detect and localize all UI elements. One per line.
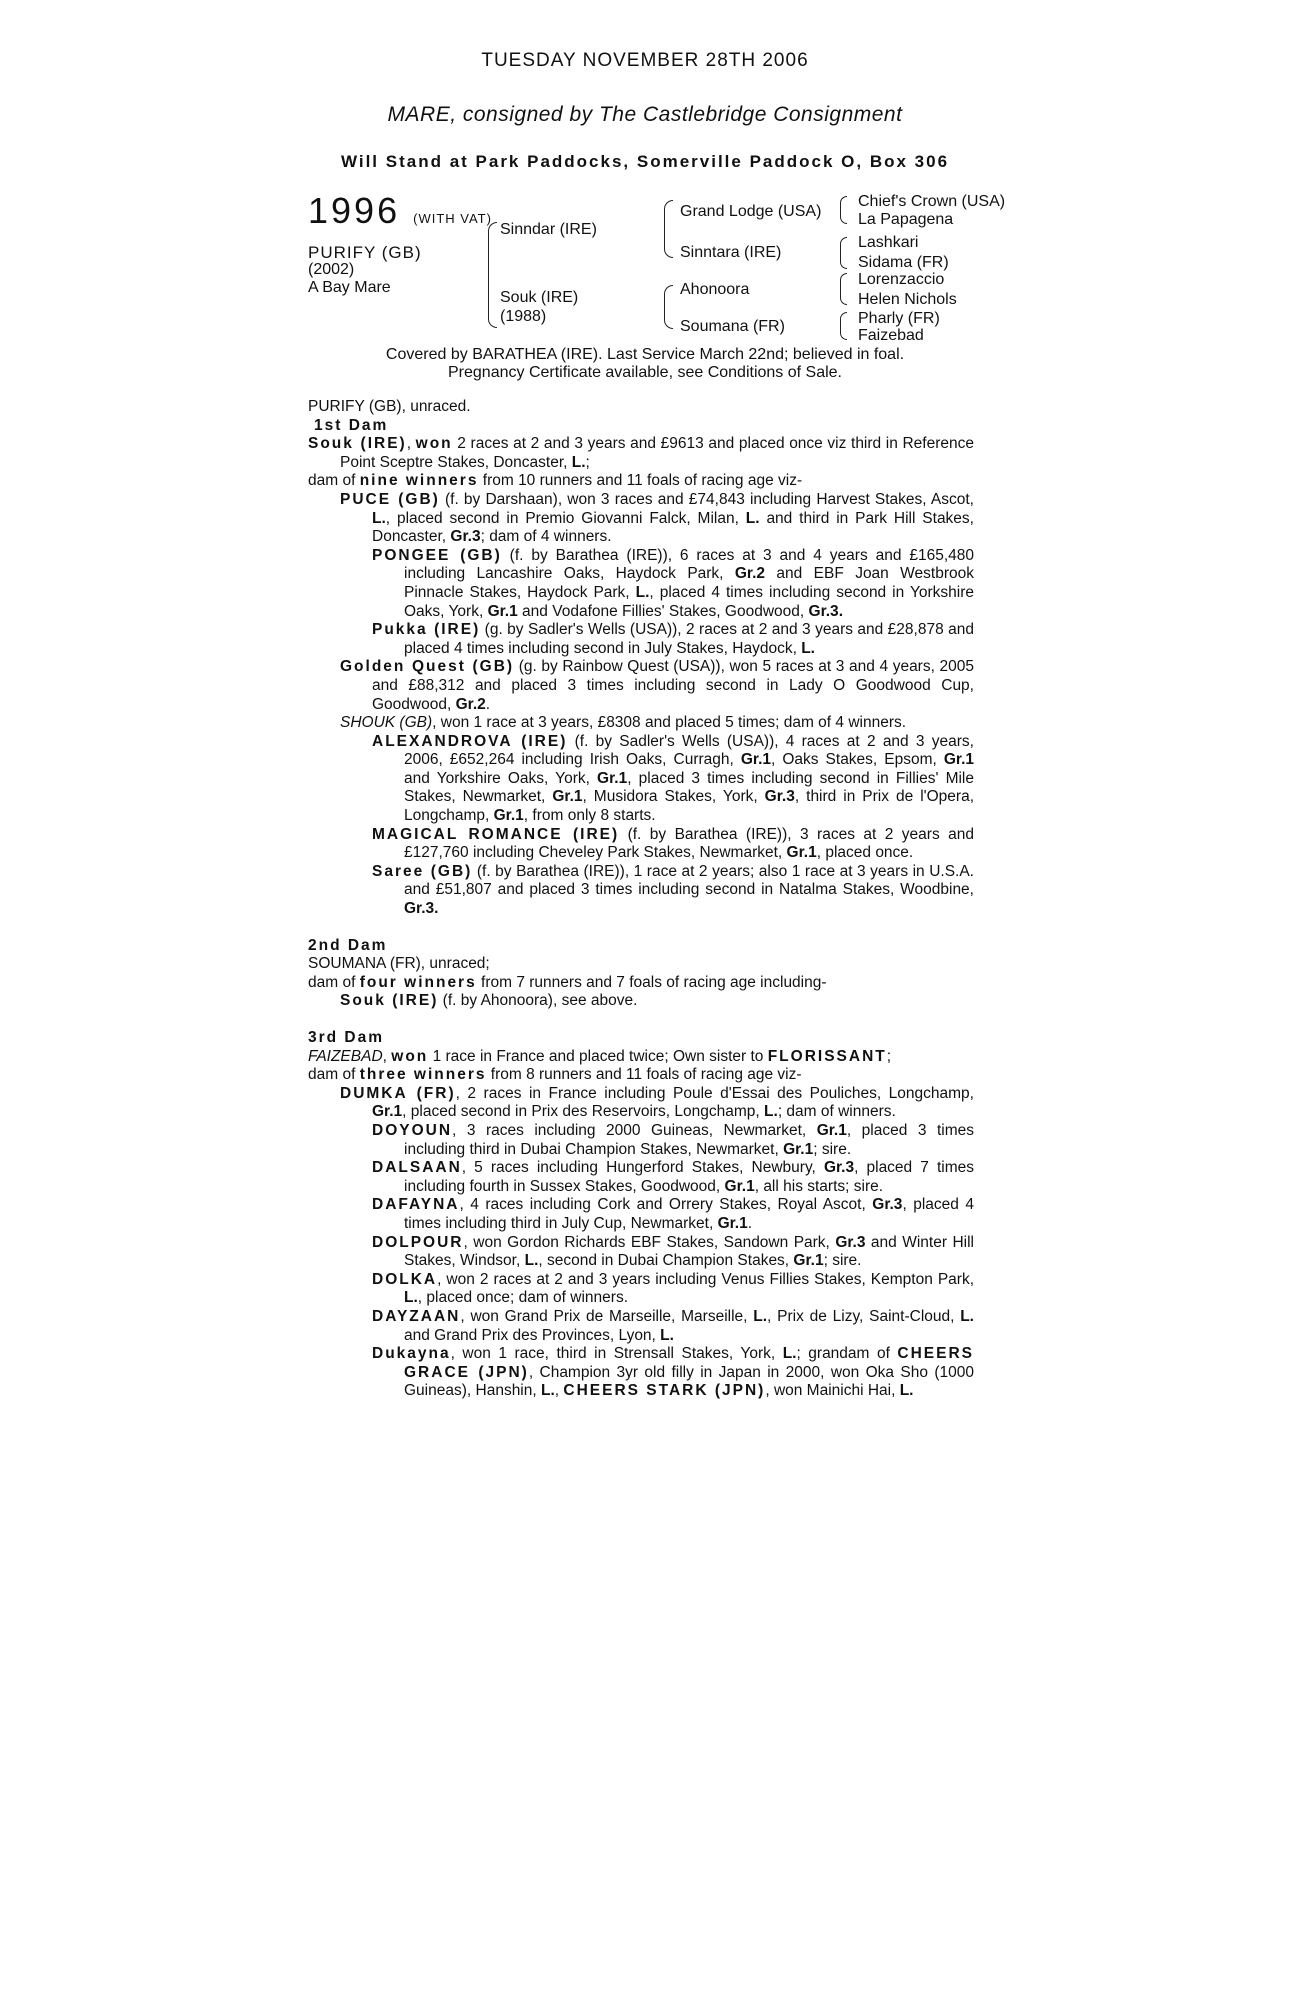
- pedigree-dsd: Helen Nichols: [858, 291, 957, 308]
- entry-shouk: SHOUK (GB), won 1 race at 3 years, £8308 and placed 5 times; dam of 4 winners.: [340, 714, 907, 732]
- pedigree-sss: Chief's Crown (USA): [858, 193, 1006, 210]
- entry-magical-romance: MAGICAL ROMANCE (IRE) (f. by Barathea (IRE)), 3 races at 2 years and £127,760 including Cheveley Park Stakes, Newmarket, Gr.1, placed once.: [372, 825, 974, 862]
- pedigree-sds: Lashkari: [858, 234, 919, 251]
- entry-pongee: PONGEE (GB) (f. by Barathea (IRE)), 6 races at 3 and 4 years and £165,480 including Lancashire Oaks, Haydock Park, Gr.2 and EBF Joan Westbrook Pinnacle Stakes, Haydock Park, L., placed 4 times including second in Yorkshire Oaks, York, Gr.1 and Vodafone Fillies' Stakes, Goodwood, Gr.3.: [372, 546, 974, 620]
- sale-date: TUESDAY NOVEMBER 28TH 2006: [481, 50, 809, 71]
- pedigree-sire-dam: Sinntara (IRE): [680, 244, 782, 261]
- lot-year: [308, 190, 492, 232]
- vat-note: (WITH VAT): [413, 211, 492, 226]
- stand-location: Will Stand at Park Paddocks, Somerville Paddock O, Box 306: [340, 152, 950, 171]
- pedigree-sire: Sinndar (IRE): [500, 221, 597, 238]
- covered-note: [0, 346, 1290, 382]
- entry-saree: Saree (GB) (f. by Barathea (IRE)), 1 race at 2 years; also 1 race at 3 years in U.S.A. and £51,807 and placed 3 times including second in Natalma Stakes, Woodbine, Gr.3.: [372, 862, 974, 918]
- dam1-title: 1st Dam: [314, 416, 389, 434]
- covered-line-1: Covered by BARATHEA (IRE). Last Service March 22nd; believed in foal.: [385, 346, 905, 363]
- pedigree-dam-year: (1988): [500, 308, 547, 325]
- dam3-produce-summary: dam of three winners from 8 runners and 11 foals of racing age viz-: [308, 1066, 802, 1084]
- entry-dukayna: Dukayna, won 1 race, third in Strensall Stakes, York, L.; grandam of CHEERS GRACE (JPN), Champion 3yr old filly in Japan in 2000, won Oka Sho (1000 Guineas), Hanshin, L., CHEERS STARK (JPN), won Mainichi Hai, L.: [372, 1345, 975, 1400]
- pedigree-ssd: La Papagena: [858, 211, 954, 228]
- lot-number: 1996: [308, 190, 401, 231]
- entry-doyoun: DOYOUN, 3 races including 2000 Guineas, Newmarket, Gr.1, placed 3 times including third in Dubai Champion Stakes, Newmarket, Gr.1; sire.: [372, 1121, 974, 1158]
- covered-line-2: Pregnancy Certificate available, see Conditions of Sale.: [448, 364, 842, 381]
- dam2-souk: Souk (IRE) (f. by Ahonoora), see above.: [340, 992, 638, 1010]
- pedigree-brace-dd: [840, 312, 847, 340]
- entry-dayzaan: DAYZAAN, won Grand Prix de Marseille, Marseille, L., Prix de Lizy, Saint-Cloud, L. and Grand Prix des Provinces, Lyon, L.: [372, 1307, 974, 1344]
- entry-dolka: DOLKA, won 2 races at 2 and 3 years including Venus Fillies Stakes, Kempton Park, L., placed once; dam of winners.: [372, 1270, 974, 1307]
- pedigree-brace-ds: [840, 273, 847, 305]
- entry-golden-quest: Golden Quest (GB) (g. by Rainbow Quest (USA)), won 5 races at 3 and 4 years, 2005 and £88,312 and placed 3 times including second in Lady O Goodwood Cup, Goodwood, Gr.2.: [340, 658, 974, 713]
- horse-name: PURIFY (GB): [308, 243, 422, 262]
- dam2-produce-summary: dam of four winners from 7 runners and 7 foals of racing age including-: [308, 973, 827, 991]
- dam3-title: 3rd Dam: [308, 1029, 385, 1046]
- entry-dumka: DUMKA (FR), 2 races in France including Poule d'Essai des Pouliches, Longchamp, Gr.1, placed second in Prix des Reservoirs, Longchamp, L.; dam of winners.: [340, 1084, 974, 1121]
- pedigree-brace-sd: [840, 237, 847, 269]
- pedigree-dam-sire: Ahonoora: [680, 281, 750, 298]
- entry-dafayna: DAFAYNA, 4 races including Cork and Orrery Stakes, Royal Ascot, Gr.3, placed 4 times including third in July Cup, Newmarket, Gr.1.: [372, 1196, 974, 1232]
- dam1-produce-summary: dam of nine winners from 10 runners and 11 foals of racing age viz-: [308, 472, 803, 490]
- horse-description: A Bay Mare: [308, 279, 391, 296]
- pedigree-dss: Lorenzaccio: [858, 271, 945, 288]
- entry-dolpour: DOLPOUR, won Gordon Richards EBF Stakes, Sandown Park, Gr.3 and Winter Hill Stakes, Windsor, L., second in Dubai Champion Stakes, Gr.1; sire.: [372, 1233, 974, 1270]
- consignment-line: MARE, consigned by The Castlebridge Consignment: [387, 103, 903, 126]
- pedigree-sire-sire: Grand Lodge (USA): [680, 203, 822, 220]
- dam3-entry: FAIZEBAD, won 1 race in France and placed twice; Own sister to FLORISSANT;: [308, 1047, 892, 1065]
- entry-puce: PUCE (GB) (f. by Darshaan), won 3 races and £74,843 including Harvest Stakes, Ascot, L., placed second in Premio Giovanni Falck, Milan, L. and third in Park Hill Stakes, Doncaster, Gr.3; dam of 4 winners.: [340, 490, 974, 546]
- pedigree-brace-dam: [664, 285, 673, 329]
- pedigree-ddd: Faizebad: [858, 327, 924, 344]
- pedigree-dam: Souk (IRE): [500, 289, 579, 306]
- dam1-entry: Souk (IRE), won 2 races at 2 and 3 years and £9613 and placed once viz third in Reference Point Sceptre Stakes, Doncaster, L.;: [308, 435, 975, 471]
- dam2-line: SOUMANA (FR), unraced;: [308, 955, 490, 973]
- intro-line: PURIFY (GB), unraced.: [308, 398, 471, 415]
- entry-dalsaan: DALSAAN, 5 races including Hungerford Stakes, Newbury, Gr.3, placed 7 times including fourth in Sussex Stakes, Goodwood, Gr.1, all his starts; sire.: [372, 1159, 974, 1195]
- dam2-title: 2nd Dam: [308, 936, 388, 954]
- pedigree-dam-dam: Soumana (FR): [680, 318, 785, 335]
- pedigree-brace-sire: [664, 200, 673, 258]
- pedigree-brace-main: [488, 222, 497, 328]
- entry-pukka: Pukka (IRE) (g. by Sadler's Wells (USA)), 2 races at 2 and 3 years and £28,878 and placed 4 times including second in July Stakes, Haydock, L.: [372, 621, 974, 657]
- catalogue-body: [308, 398, 974, 1401]
- pedigree-sdd: Sidama (FR): [858, 254, 949, 271]
- entry-alexandrova: ALEXANDROVA (IRE) (f. by Sadler's Wells (USA)), 4 races at 2 and 3 years, 2006, £652,264 including Irish Oaks, Curragh, Gr.1, Oaks Stakes, Epsom, Gr.1 and Yorkshire Oaks, York, Gr.1, placed 3 times including second in Fillies' Mile Stakes, Newmarket, Gr.1, Musidora Stakes, York, Gr.3, third in Prix de l'Opera, Longchamp, Gr.1, from only 8 starts.: [372, 732, 975, 825]
- pedigree-dds: Pharly (FR): [858, 310, 940, 327]
- pedigree-brace-ss: [840, 196, 847, 224]
- horse-foaled: (2002): [308, 261, 355, 278]
